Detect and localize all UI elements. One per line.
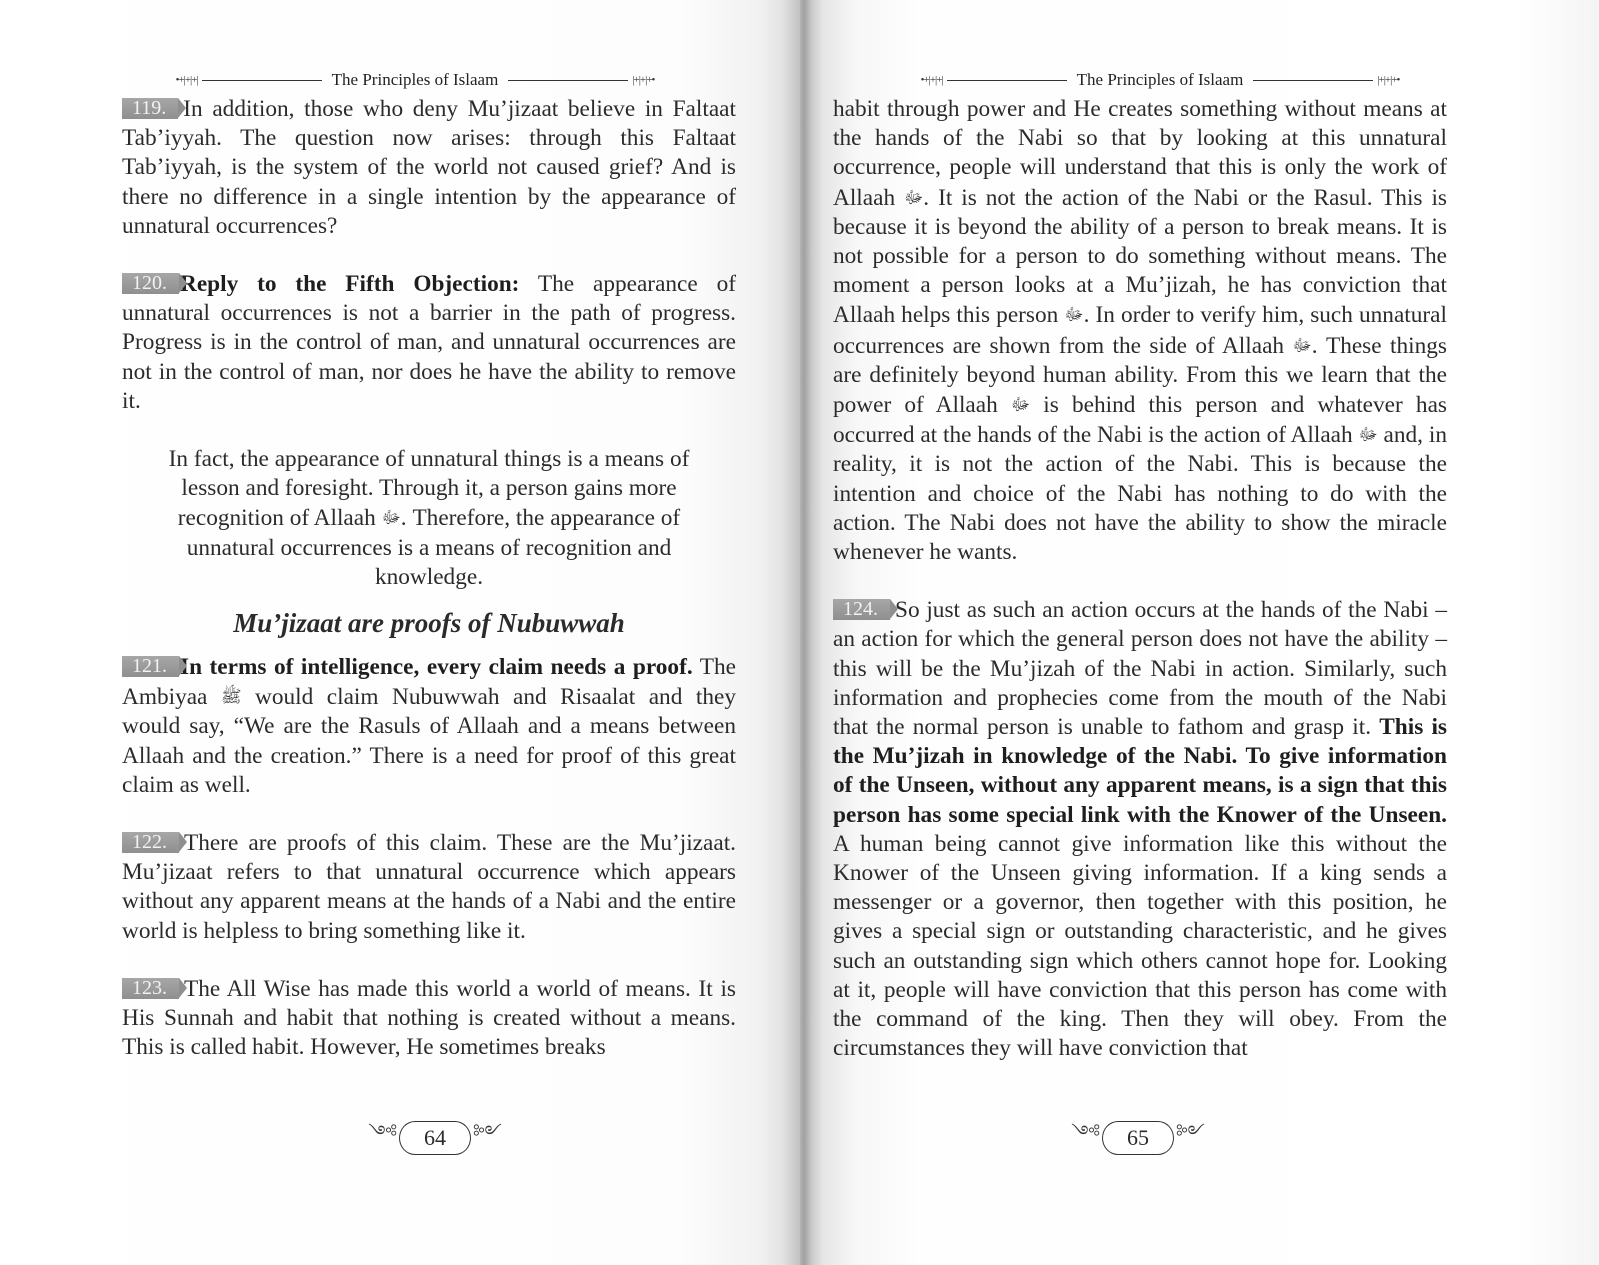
book-gutter xyxy=(782,0,822,1265)
paragraph-text: . In order to verify him, such unnatural occurrences are shown from the side of Allaah xyxy=(833,302,1447,359)
paragraph-number: 120. xyxy=(122,273,179,294)
header-title: The Principles of Islaam xyxy=(331,70,499,89)
honorific-icon: ﷻ xyxy=(1292,335,1312,355)
header-rule xyxy=(1253,80,1373,81)
continued-paragraph xyxy=(833,95,1447,567)
paragraph-text: So just as such an action occurs at the hands of the Nabi – an action for which the general person does not have the ability – this will be the Mu’jizah of the Nabi in action. Similarly, such information and prophecies come from the mouth of the Nabi that the normal person is unable to fathom and grasp it. xyxy=(833,597,1447,741)
paragraph-123 xyxy=(122,975,736,1063)
paragraph-text: There are proofs of this claim. These are the Mu’jizaat. Mu’jizaat refers to that unnatural occurrence which appears without any apparent means at the hands of a Nabi and the entire world is helpless to bring something like it. xyxy=(122,830,736,944)
paragraph-text: would claim Nubuwwah and Risaalat and they would say, “We are the Rasuls of Allaah and a means between Allaah and the creation.” There is a need for proof of this great claim as well. xyxy=(122,684,736,798)
header-rule xyxy=(202,80,322,81)
paragraph-124 xyxy=(833,596,1447,1063)
salaam-icon: ﷺ xyxy=(220,687,242,707)
paragraph-text: and, in reality, it is not the action of the Nabi. This is because the intention and choice of the Nabi has nothing to do with the action. The Nabi does not have the ability to show the miracle whenever he wants. xyxy=(833,422,1447,566)
header-ornament-right: |+|+|+• xyxy=(1377,74,1400,86)
page-number: 65 xyxy=(1102,1121,1174,1155)
paragraph-text: In fact, the appearance of unnatural things is a means of lesson and foresight. Through it, a person gains more recognition of Allaah xyxy=(168,446,690,532)
paragraph-text: The All Wise has made this world a world of means. It is His Sunnah and habit that nothing is created without a means. This is called habit. However, He sometimes breaks xyxy=(122,975,736,1061)
right-page xyxy=(800,0,1599,1265)
paragraph-text: The appearance of unnatural occurrences is not a barrier in the path of progress. Progress is in the control of man, and unnatural occurrences are not in the control of man, nor does he have the ability to remove it. xyxy=(122,271,737,414)
honorific-icon: ﷻ xyxy=(1064,305,1084,325)
page-number: 64 xyxy=(399,1121,471,1155)
honorific-icon: ﷻ xyxy=(1358,425,1378,445)
paragraph-number: 123. xyxy=(122,978,179,999)
paragraph-number: 122. xyxy=(122,832,179,853)
page-number-footer-right xyxy=(1058,1118,1218,1158)
page-number-footer-left xyxy=(355,1118,515,1158)
paragraph-text: A human being cannot give information like this without the Knower of the Unseen giving information. If a king sends a messenger or a governor, then together with this position, he gives a special sign or outstanding characteristic, and he gives such an outstanding sign which others cannot hope for. Looking at it, people will have conviction that this person has come with the command of the king. Then they will obey. From the circumstances they will have conviction that xyxy=(833,830,1447,1062)
header-title: The Principles of Islaam xyxy=(1076,70,1244,89)
header-ornament-left: •+|+|+| xyxy=(920,74,943,86)
paragraph-number: 121. xyxy=(122,656,179,677)
paragraph-120 xyxy=(122,270,736,416)
honorific-icon: ﷻ xyxy=(1010,395,1031,415)
header-ornament-right: |+|+|+• xyxy=(632,74,655,86)
header-ornament-left: •+|+|+| xyxy=(175,74,198,86)
honorific-icon: ﷻ xyxy=(904,187,924,207)
paragraph-119 xyxy=(122,95,736,241)
running-header-right xyxy=(895,68,1425,92)
paragraph-text: The Ambiyaa xyxy=(122,654,736,711)
paragraph-text: . It is not the action of the Nabi or the Rasul. This is because it is beyond the ability of a person to break means. It is not possible for a person to do something without means. The moment a person looks at a Mu’jizah, he has conviction that Allaah helps this person xyxy=(833,184,1447,329)
flourish-right-icon: ༻ xyxy=(1176,1122,1205,1142)
paragraph-number: 124. xyxy=(833,599,890,620)
flourish-right-icon: ༻ xyxy=(473,1122,502,1142)
honorific-icon: ﷻ xyxy=(381,508,401,528)
paragraph-text: . These things are definitely beyond human ability. From this we learn that the power of Allaah xyxy=(833,332,1447,419)
header-rule xyxy=(508,80,628,81)
centered-paragraph xyxy=(122,445,736,592)
left-page-body xyxy=(122,95,736,1062)
bold-text: In terms of intelligence, every claim needs a proof. xyxy=(180,654,693,681)
paragraph-122 xyxy=(122,829,736,946)
section-heading: Mu’jizaat are proofs of Nubuwwah xyxy=(233,608,625,639)
right-page-body xyxy=(833,95,1447,1064)
paragraph-text: habit through power and He creates something without means at the hands of the Nabi so that by looking at this unnatural occurrence, people will understand that this is only the work of Allaah xyxy=(833,96,1447,211)
flourish-left-icon: ༺ xyxy=(368,1122,397,1142)
flourish-left-icon: ༺ xyxy=(1071,1122,1100,1142)
paragraph-121 xyxy=(122,653,736,800)
header-rule xyxy=(947,80,1067,81)
paragraph-text: In addition, those who deny Mu’jizaat believe in Faltaat Tab’iyyah. The question now arises: through this Faltaat Tab’iyyah, is the system of the world not caused grief? And is there no difference in a single intention by the appearance of unnatural occurrences? xyxy=(122,96,736,239)
bold-text: This is the Mu’jizah in knowledge of the Nabi. To give information of the Unseen, without any apparent means, is a sign that this person has some special link with the Knower of the Unseen. xyxy=(833,714,1447,828)
paragraph-text: is behind this person and whatever has occurred at the hands of the Nabi is the action of Allaah xyxy=(833,392,1447,449)
paragraph-number: 119. xyxy=(122,98,178,119)
paragraph-text: . Therefore, the appearance of unnatural occurrences is a means of recognition and knowledge. xyxy=(186,505,681,590)
running-header-left xyxy=(150,68,680,92)
bold-text: Reply to the Fifth Objection: xyxy=(180,271,520,298)
